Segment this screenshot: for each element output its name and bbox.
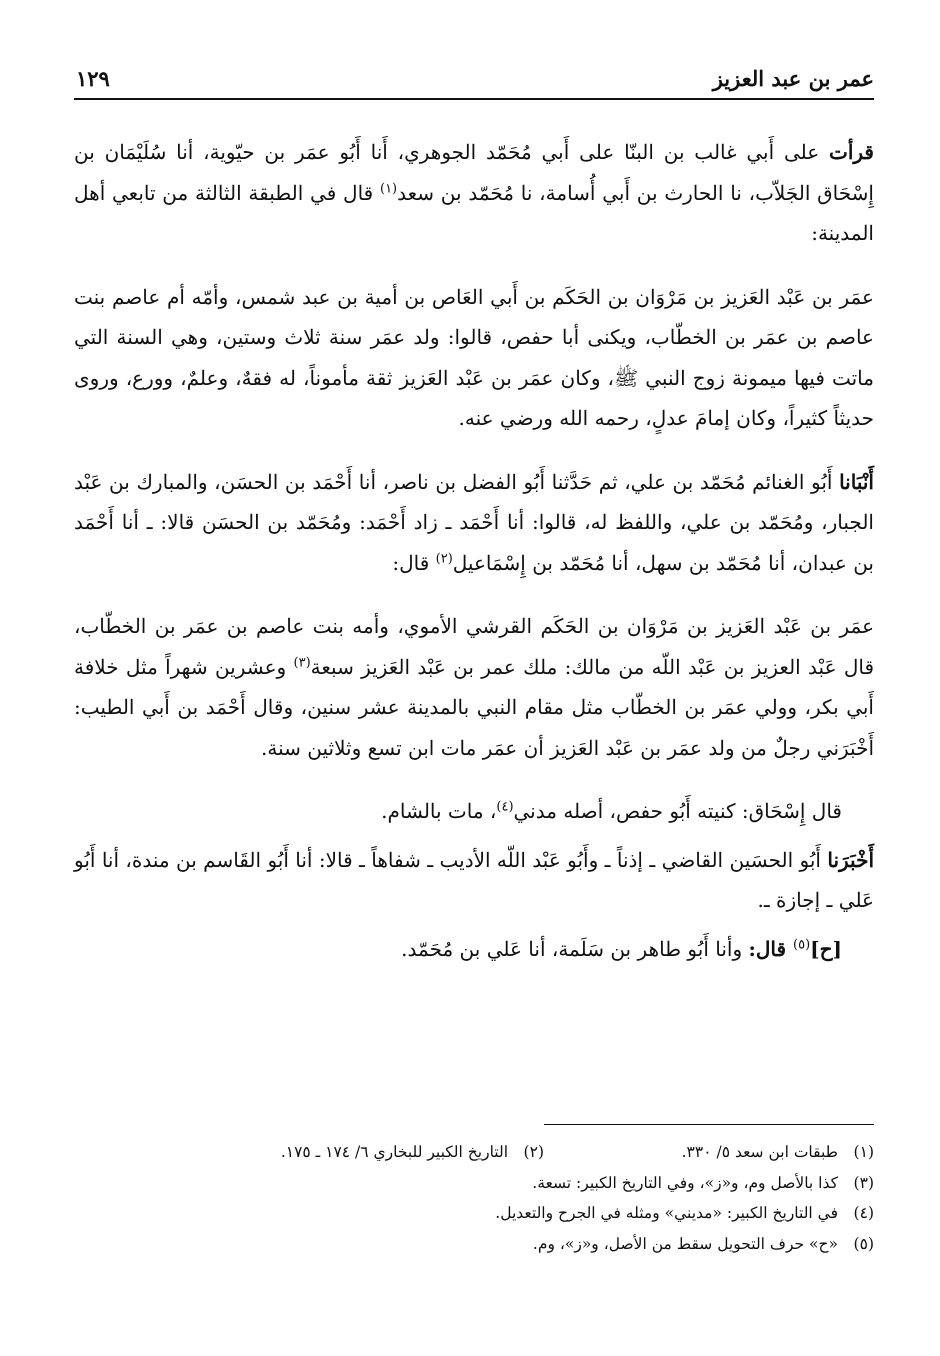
page-number: ١٢٩ <box>76 66 110 91</box>
paragraph-4 <box>74 606 874 768</box>
paragraph-text: أَبُو الحسَين القاضي ـ إذناً ـ وأَبُو عَبْد اللّه الأديب ـ شفاهاً ـ قالا: أنا أَبُو القَاسم بن مندة، أنا أَبُو عَلي ـ إجازة ـ. <box>74 847 874 912</box>
footnote-text: كذا بالأصل وم، و«ز»، وفي التاريخ الكبير: تسعة. <box>532 1173 838 1192</box>
footnote-marker-1[interactable]: (١) <box>379 180 398 196</box>
footnote-number: (٤) <box>853 1204 874 1222</box>
paragraph-tail: ، مات بالشام. <box>381 799 497 823</box>
footnote-3 <box>74 1168 874 1199</box>
footnote-text: التاريخ الكبير للبخاري ٦/ ١٧٤ ـ ١٧٥. <box>280 1143 508 1161</box>
paragraph-tail: قال: <box>392 550 436 575</box>
footnote-row <box>74 1137 874 1168</box>
footnote-marker-3[interactable]: (٣) <box>293 654 311 670</box>
paragraph-lead: أَخْبَرَنا <box>827 847 874 872</box>
paragraph-6 <box>74 840 874 921</box>
paragraph-lead: قرأت <box>829 140 874 164</box>
footnote-rule <box>544 1124 874 1125</box>
footnote-number: (١) <box>853 1143 874 1161</box>
footnote-2 <box>214 1137 544 1168</box>
paragraph-3 <box>74 462 874 584</box>
paragraph-tail: قال في الطبقة الثالثة من تابعي أهل المدينة: <box>74 180 874 245</box>
footnote-number: (٣) <box>853 1173 874 1192</box>
paragraph-text: على أَبي غالب بن البنّا على أَبي مُحَمّد الجوهري، أَنا أَبُو عمَر بن حيّوية، أنا سُلَيْمَان بن إِسْحَاق الجَلاّب، نا الحارث بن أَبي أُسامة، نا مُحَمّد بن سعد <box>74 140 874 205</box>
footnote-marker-2[interactable]: (٢) <box>435 550 453 566</box>
footnote-marker-4[interactable]: (٤) <box>496 799 514 815</box>
footnote-number: (٥) <box>853 1234 874 1253</box>
paragraph-tail: وعشرين شهراً مثل خلافة أَبي بكر، وولي عمَر بن الخطّاب مثل مقام النبي بالمدينة عشر سنين، وقال أَحْمَد بن أَبي الطيب: أَخْبَرَني رجلٌ من ولد عمَر بن عَبْد العَزيز أن عمَر مات ابن تسع وثلاثين سنة. <box>74 654 874 760</box>
paragraph-text: عمَر بن عَبْد العَزيز بن مَرْوَان بن الحَكَم القرشي الأموي، وأمه بنت عاصم بن عمَر بن الخطّاب، قال عَبْد العزيز بن عَبْد اللّه من مالك: ملك عمر بن عَبْد العَزيز سبعة <box>74 614 874 679</box>
paragraph-5 <box>74 791 842 832</box>
paragraph-1 <box>74 132 874 254</box>
footnote-text: طبقات ابن سعد ٥/ ٣٣٠. <box>681 1143 838 1161</box>
paragraph-lead: [ح] <box>810 936 842 961</box>
paragraph-lead: أَنْبَانا <box>839 469 874 494</box>
footnote-4 <box>74 1198 874 1229</box>
footnotes <box>74 1124 874 1259</box>
paragraph-tail: وأنا أَبُو طاهر بن سَلَمة، أنا عَلي بن مُحَمّد. <box>401 936 749 961</box>
paragraph-text: عمَر بن عَبْد العَزيز بن مَرْوَان بن الحَكَم بن أَبي العَاص بن أمية بن عبد شمس، وأمّه أم عاصم بنت عاصم بن عمَر بن الخطّاب، ويكنى أبا حفص، قالوا: ولد عمَر سنة ثلاث وستين، وهي السنة التي ماتت فيها ميمونة زوج النبي ﷺ، وكان عمَر بن عَبْد العَزيز ثقة مأموناً، له فقهٌ، وعلمٌ، وورع، وروى حديثاً كثيراً، وكان إمامَ عدلٍ، رحمه الله ورضي عنه. <box>74 284 874 430</box>
paragraph-lead-2: قال: <box>748 936 794 961</box>
paragraph-text: قال إِسْحَاق: كنيته أَبُو حفص، أصله مدني <box>513 799 842 823</box>
paragraph-2 <box>74 277 874 439</box>
main-text <box>74 132 874 992</box>
header-rule <box>74 98 874 100</box>
footnote-text: في التاريخ الكبير: «مديني» ومثله في الجرح والتعديل. <box>495 1204 838 1222</box>
paragraph-text: أَبُو الغنائم مُحَمّد بن علي، ثم حَدَّثنا أَبُو الفضل بن ناصر، أنا أَحْمَد بن الحسَن، والمبارك بن عَبْد الجبار، ومُحَمّد بن علي، واللفظ له، قالوا: أنا أَحْمَد ـ زاد أَحْمَد: ومُحَمّد بن الحسَن قالا: ـ أنا أَحْمَد بن عبدان، أنا مُحَمّد بن سهل، أنا مُحَمّد بن إِسْمَاعيل <box>74 469 874 575</box>
footnote-number: (٢) <box>523 1143 544 1161</box>
running-title: عمر بن عبد العزيز <box>712 66 874 91</box>
footnote-marker-5[interactable]: (٥) <box>793 936 811 952</box>
footnote-1 <box>544 1137 874 1168</box>
footnote-5 <box>74 1229 874 1260</box>
paragraph-7 <box>74 929 842 970</box>
running-header <box>74 60 874 100</box>
footnote-text: «ح» حرف التحويل سقط من الأصل، و«ز»، وم. <box>532 1234 838 1253</box>
